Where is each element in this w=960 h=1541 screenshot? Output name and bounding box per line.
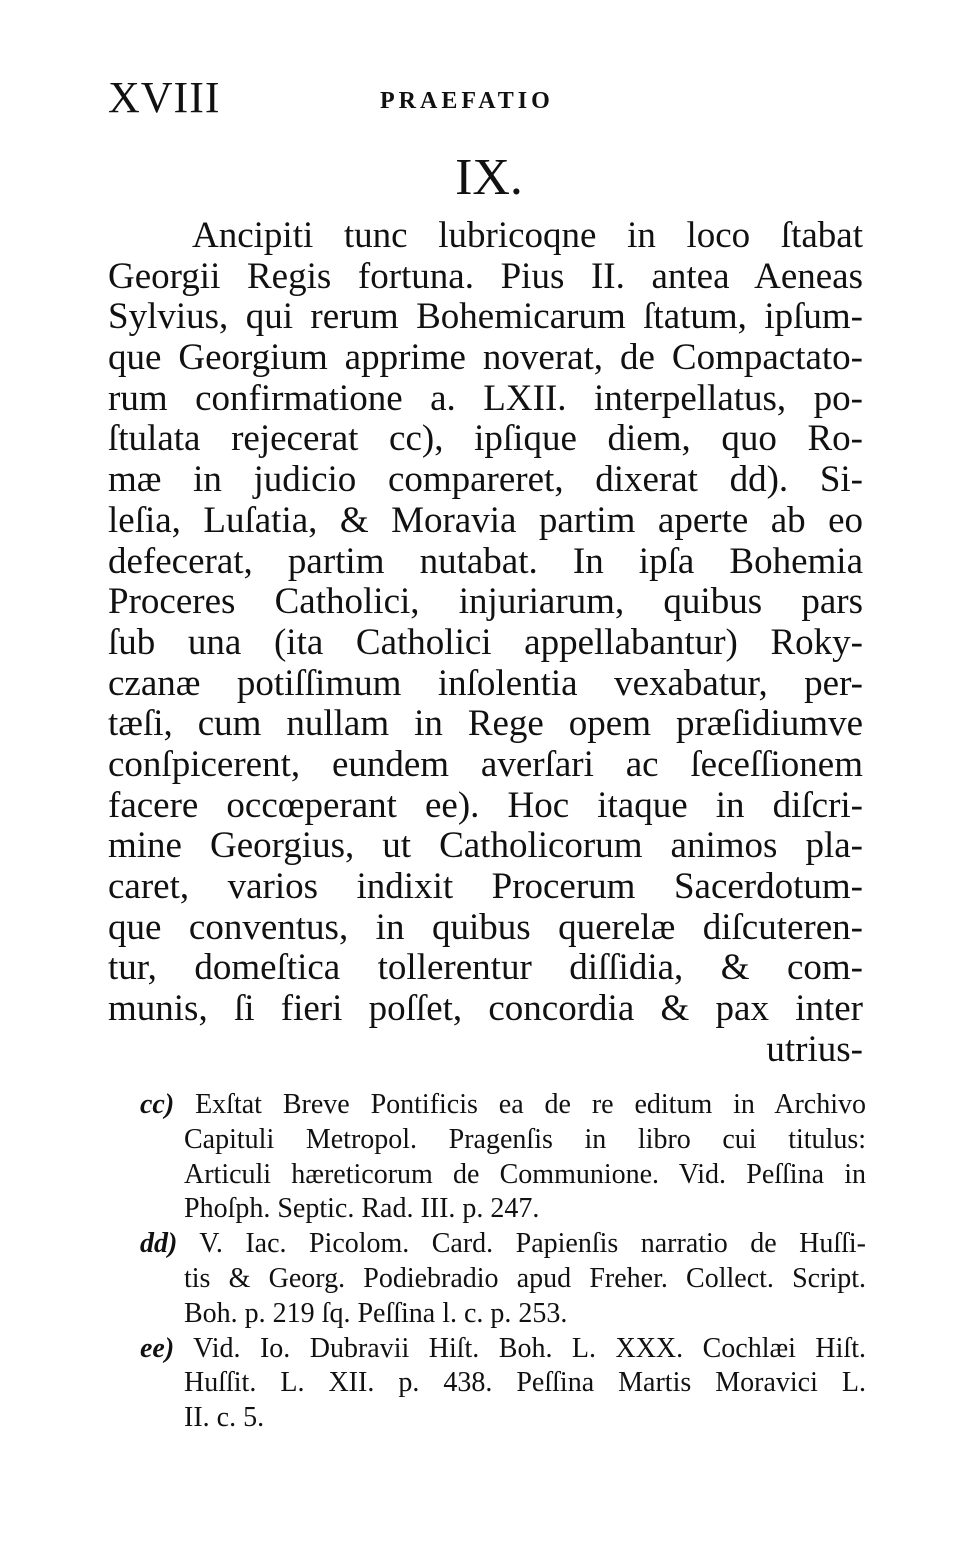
body-line: czanæ potiſſimum inſolentia vexabatur, per-	[108, 662, 863, 704]
body-line: tæſi, cum nullam in Rege opem præſidiumve	[108, 703, 863, 745]
body-line: Ancipiti tunc lubricoqne in loco ſtabat	[192, 215, 863, 256]
running-head	[108, 72, 868, 132]
footnote-text: V. Iac. Picolom. Card. Papienſis narratio de Huſſi-	[199, 1228, 867, 1260]
footnote-line	[140, 1332, 866, 1367]
body-line: rum confirmatione a. LXII. interpellatus, po-	[108, 377, 863, 419]
footnote-line	[140, 1088, 866, 1123]
body-line: conſpicerent, eundem averſari ac ſeceſſionem	[108, 743, 863, 785]
body-line: tur, domeſtica tollerentur diſſidia, & com-	[108, 947, 863, 989]
footnote-line: Articuli hæreticorum de Communione. Vid. Peſſina in	[184, 1158, 866, 1190]
footnote-line: Boh. p. 219 ſq. Peſſina l. c. p. 253.	[184, 1297, 568, 1329]
body-line: Georgii Regis fortuna. Pius II. antea Aeneas	[108, 255, 863, 297]
running-title: PRAEFATIO	[380, 88, 554, 114]
page-number: XVIII	[108, 73, 221, 122]
catchword: utrius-	[766, 1028, 863, 1070]
footnote-line: tis & Georg. Podiebradio apud Freher. Collect. Script.	[184, 1262, 866, 1294]
footnote-text: Exſtat Breve Pontificis ea de re editum in Archivo	[195, 1089, 866, 1120]
footnote-mark: dd)	[140, 1228, 178, 1260]
body-line: mæ in judicio compareret, dixerat dd). Si-	[108, 459, 863, 501]
body-line: facere occœperant ee). Hoc itaque in diſcri-	[108, 784, 863, 826]
footnote-mark: ee)	[140, 1332, 175, 1364]
footnotes	[140, 1088, 866, 1436]
body-line: munis, ſi fieri poſſet, concordia & pax inter	[108, 988, 863, 1030]
section-number: IX.	[455, 149, 523, 206]
footnote-text: Vid. Io. Dubravii Hiſt. Boh. L. XXX. Cochlæi Hiſt.	[193, 1332, 866, 1364]
body-line: ſtulata rejecerat cc), ipſique diem, quo Ro-	[108, 418, 863, 460]
footnote-line	[140, 1227, 866, 1262]
body-line: mine Georgius, ut Catholicorum animos pla-	[108, 825, 863, 867]
body-line: Proceres Catholici, injuriarum, quibus pars	[108, 581, 863, 623]
body-text	[108, 216, 863, 1070]
footnote-line: II. c. 5.	[184, 1402, 265, 1434]
body-line: caret, varios indixit Procerum Sacerdotum-	[108, 866, 863, 907]
body-line: ſub una (ita Catholici appellabantur) Roky-	[108, 621, 863, 663]
footnote-line: Phoſph. Septic. Rad. III. p. 247.	[184, 1193, 540, 1225]
footnote-line: Capituli Metropol. Pragenſis in libro cui titulus:	[184, 1123, 866, 1155]
footnote-mark: cc)	[140, 1089, 175, 1120]
footnote-line: Huſſit. L. XII. p. 438. Peſſina Martis Moravici L.	[184, 1367, 866, 1399]
body-line: que conventus, in quibus querelæ diſcuteren-	[108, 906, 863, 948]
body-line: leſia, Luſatia, & Moravia partim aperte ab eo	[108, 499, 863, 541]
body-line: que Georgium apprime noverat, de Compactato-	[108, 337, 863, 379]
body-line: defecerat, partim nutabat. In ipſa Bohemia	[108, 540, 863, 582]
body-line: Sylvius, qui rerum Bohemicarum ſtatum, ipſum-	[108, 296, 863, 338]
